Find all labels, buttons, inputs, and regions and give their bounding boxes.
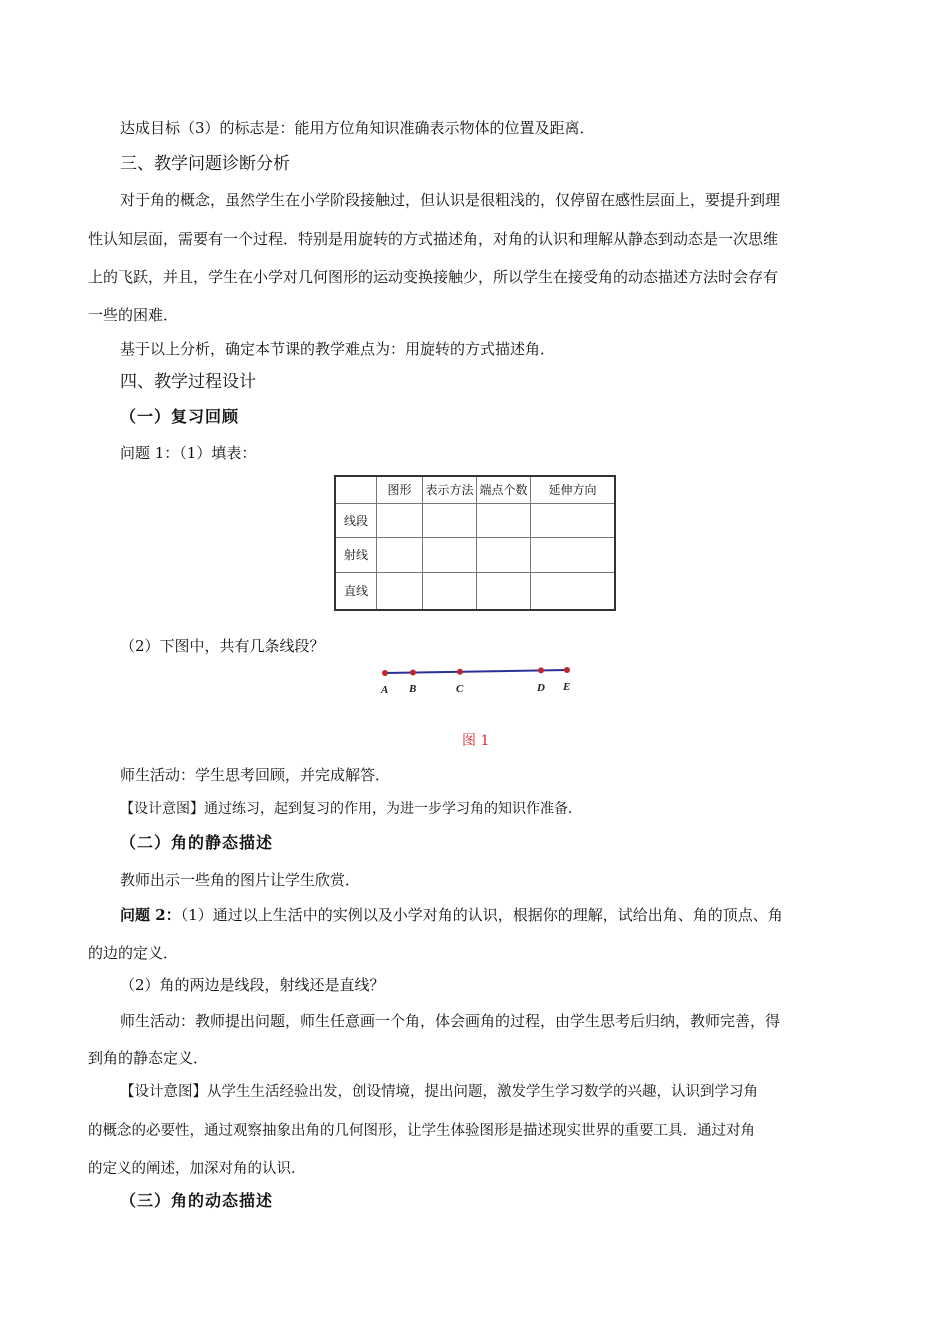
table-cell[interactable] [477, 572, 531, 610]
table-header-cell [335, 476, 377, 503]
design-intent-2-line-3: 的定义的阐述，加深对角的认识． [88, 1161, 306, 1177]
subheading-static: （二）角的静态描述 [120, 833, 274, 852]
analysis-line-1: 对于角的概念，虽然学生在小学阶段接触过，但认识是很粗浅的，仅停留在感性层面上，要提升到理 [120, 191, 781, 209]
question-2-text: （1）通过以上生活中的实例以及小学对角的认识，根据你的理解，试给出角、角的顶点、角 [180, 906, 783, 924]
activity-2-line-1: 师生活动：教师提出问题，师生任意画一个角，体会画角的过程，由学生思考后归纳，教师完善，得 [120, 1012, 781, 1030]
table-row [335, 572, 615, 610]
difficulty-statement: 基于以上分析，确定本节课的教学难点为：用旋转的方式描述角． [120, 340, 556, 358]
design-intent-2-line-2: 的概念的必要性，通过观察抽象出角的几何图形，让学生体验图形是描述现实世界的重要工具．通过对角 [88, 1123, 755, 1139]
activity-2-line-2: 到角的静态定义． [88, 1049, 209, 1067]
question-2-line-2: 的边的定义． [88, 944, 179, 962]
label-e: E [563, 681, 571, 693]
analysis-line-2: 性认知层面，需要有一个过程．特别是用旋转的方式描述角，对角的认识和理解从静态到动态是一次思维 [88, 230, 779, 248]
row-label: 射线 [335, 537, 377, 572]
table-header-cell: 表示方法 [423, 476, 477, 503]
table-row [335, 503, 615, 537]
question-2-part-2: （2）角的两边是线段，射线还是直线？ [120, 976, 385, 994]
label-c: C [456, 683, 464, 695]
table-cell[interactable] [531, 503, 616, 537]
table-cell[interactable] [377, 537, 423, 572]
table-header-row [335, 476, 615, 503]
fill-in-table [334, 475, 616, 611]
point-b-icon [410, 670, 416, 676]
question-2-label: 问题 2： [120, 906, 181, 924]
table-header-cell: 端点个数 [477, 476, 531, 503]
line-segment-figure [370, 658, 590, 702]
question-1: 问题 1：（1）填表： [120, 444, 257, 462]
analysis-line-4: 一些的困难． [88, 306, 179, 324]
table-cell[interactable] [477, 503, 531, 537]
table-cell[interactable] [531, 537, 616, 572]
subheading-review: （一）复习回顾 [120, 407, 240, 426]
design-intent-2-line-1: 【设计意图】从学生生活经验出发，创设情境，提出问题，激发学生学习数学的兴趣，认识到学习角 [120, 1084, 758, 1100]
figure-caption: 图 1 [462, 733, 490, 749]
row-label: 直线 [335, 572, 377, 610]
table-header-cell: 延伸方向 [531, 476, 616, 503]
teacher-shows-pictures: 教师出示一些角的图片让学生欣赏． [120, 871, 361, 889]
section-heading-4: 四、教学过程设计 [120, 372, 256, 392]
point-e-icon [564, 667, 570, 673]
point-d-icon [538, 667, 544, 673]
point-a-icon [382, 670, 388, 676]
goal-3-indicator: 达成目标（3）的标志是：能用方位角知识准确表示物体的位置及距离． [120, 119, 595, 137]
table-cell[interactable] [423, 537, 477, 572]
table-header-cell: 图形 [377, 476, 423, 503]
table-cell[interactable] [477, 537, 531, 572]
section-heading-3: 三、教学问题诊断分析 [120, 154, 290, 174]
table-cell[interactable] [377, 572, 423, 610]
table-row [335, 537, 615, 572]
question-1-part-2: （2）下图中，共有几条线段？ [120, 637, 325, 655]
point-c-icon [457, 669, 463, 675]
label-d: D [537, 682, 545, 694]
table-cell[interactable] [377, 503, 423, 537]
question-2-line-1 [120, 905, 783, 925]
label-b: B [409, 683, 417, 695]
table-cell[interactable] [423, 503, 477, 537]
analysis-line-3: 上的飞跃，并且，学生在小学对几何图形的运动变换接触少，所以学生在接受角的动态描述方法时会存有 [88, 268, 779, 286]
table-cell[interactable] [423, 572, 477, 610]
subheading-dynamic: （三）角的动态描述 [120, 1191, 274, 1210]
design-intent-1: 【设计意图】通过练习，起到复习的作用，为进一步学习角的知识作准备． [120, 801, 582, 817]
table-cell[interactable] [531, 572, 616, 610]
activity-1: 师生活动：学生思考回顾，并完成解答． [120, 766, 391, 784]
label-a: A [381, 684, 389, 696]
row-label: 线段 [335, 503, 377, 537]
